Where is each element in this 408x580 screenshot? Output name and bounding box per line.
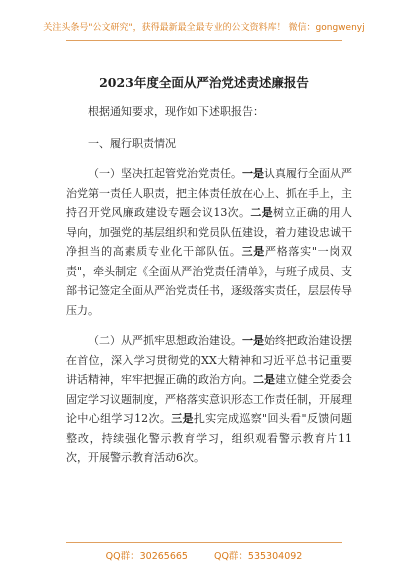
point-text: 建立健全党委会固定学习议题制度，严格落实意识形态工作责任制，开展理论中心组学习12次。 [66,373,352,425]
header-banner: 关注头条号"公文研究"，获得最新最全最专业的公文资料库！ 微信：gongwenyj [43,23,365,33]
footer-contact [0,548,408,562]
point-text: 始终把政治建设摆在首位，深入学习贯彻党的XX大精神和习近平总书记重要讲话精神，牢牢把握正确的政治方向。 [66,334,352,386]
point-label: 二是 [250,206,274,219]
point-label: 二是 [253,373,275,386]
point-text: 树立正确的用人导向，加强党的基层组织和党员队伍建设，着力建设忠诚干净担当的高素质专业化干部队伍。 [66,206,353,258]
document-body [66,98,352,479]
section-heading: 一、履行职责情况 [88,136,176,150]
document-title: 2023年度全面从严治党述责述廉报告 [99,75,309,90]
point-text: 认真履行全面从严治党第一责任人职责，把主体责任放在心上、抓在手上，主持召开党风廉政建设专题会议13次。 [66,167,352,219]
intro-paragraph: 根据通知要求，现作如下述职报告： [88,105,264,118]
point-text: 扎实完成巡察"回头看"反馈问题整改，持续强化警示教育学习，组织观看警示教育片11次，开展警示教育活动6次。 [66,412,353,464]
point-text: 严格落实"一岗双责"，牵头制定《全面从严治党责任清单》，与班子成员、支部书记签定全面从严治党责任书，逐级落实责任，层层传导压力。 [66,245,353,317]
header-divider [66,40,342,41]
paragraph-lead: （二）从严抓牢思想政治建设。 [88,334,242,347]
point-label: 一是 [242,167,264,180]
paragraph-ideology [66,331,352,468]
footer-divider [66,542,342,543]
paragraph-lead: （一）坚决扛起管党治党责任。 [88,167,242,180]
point-label: 三是 [241,245,266,258]
footer-qq-group-1: QQ群：30265665 [105,551,188,562]
point-label: 一是 [242,334,264,347]
paragraph-responsibility [66,164,352,320]
point-label: 三是 [171,412,194,425]
footer-qq-group-2: QQ群：535304092 [213,551,303,562]
